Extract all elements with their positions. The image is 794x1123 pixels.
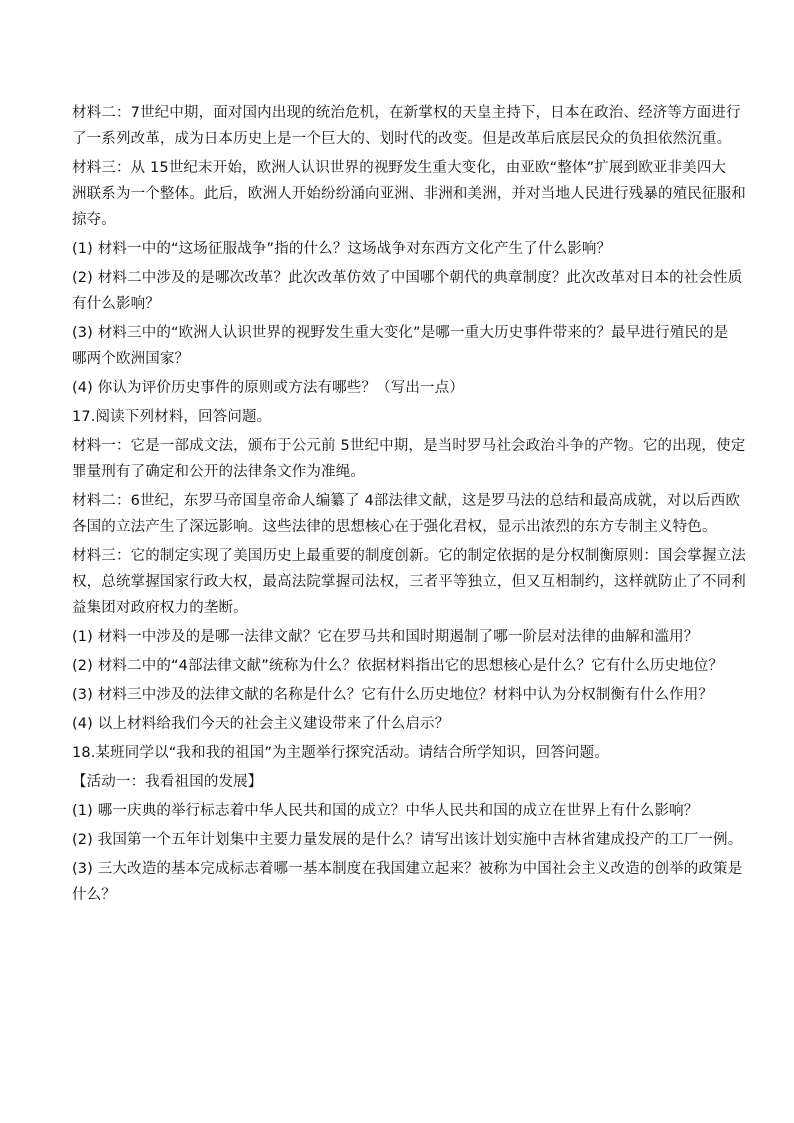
material-paragraph [72,433,746,485]
question-paragraph [72,375,732,401]
text-line: (3) 材料三中涉及的法律文献的名称是什么？它有什么历史地位？材料中认为分权制衡有什么作用？ [72,687,714,703]
material-paragraph [72,155,746,233]
text-line: (3) 三大改造的基本完成标志着哪一基本制度在我国建立起来？被称为中国社会主义改造的创举的政策是 [72,861,743,877]
material-paragraph [72,488,741,540]
text-line: 什么？ [72,887,116,903]
text-line: 权，总统掌握国家行政大权，最高法院掌握司法权，三者平等独立，但又互相制约，这样就防止了不同利 [72,574,746,590]
text-line: 罪量刑有了确定和公开的法律条文作为准绳。 [72,464,365,480]
question-paragraph [72,682,732,708]
question-paragraph [72,827,743,853]
text-line: 材料二：6世纪，东罗马帝国皇帝命人编纂了 4部法律文献，这是罗马法的总结和最高成就，对以后西欧 [72,493,741,509]
question-paragraph [72,653,732,679]
text-line: 材料一：它是一部成文法，颁布于公元前 5世纪中期，是当时罗马社会政治斗争的产物。它的出现，使定 [72,438,746,454]
heading-paragraph [72,404,732,430]
text-line: (4) 你认为评价历史事件的原则或方法有哪些？（写出一点） [72,380,464,396]
text-line: (2) 我国第一个五年计划集中主要力量发展的是什么？请写出该计划实施中吉林省建成投产的工厂一例。 [72,832,743,848]
question-paragraph [72,265,743,317]
heading-paragraph [72,740,732,766]
text-line: 益集团对政府权力的垄断。 [72,600,248,616]
material-paragraph [72,100,741,152]
text-line: 掠夺。 [72,212,116,228]
question-paragraph [72,624,732,650]
question-paragraph [72,711,732,737]
text-line: (1) 材料一中涉及的是哪一法律文献？它在罗马共和国时期遏制了哪一阶层对法律的曲解和滥用？ [72,629,699,645]
material-paragraph [72,543,746,621]
question-paragraph [72,236,732,262]
question-paragraph [72,856,743,908]
document-body [72,100,746,908]
text-line: 材料二：7世纪中期，面对国内出现的统治危机，在新掌权的天皇主持下，日本在政治、经济等方面进行 [72,105,741,121]
text-line: (4) 以上材料给我们今天的社会主义建设带来了什么启示？ [72,716,450,732]
text-line: (1) 哪一庆典的举行标志着中华人民共和国的成立？中华人民共和国的成立在世界上有什么影响？ [72,803,699,819]
text-line: 17.阅读下列材料，回答问题。 [72,409,272,425]
text-line: (1) 材料一中的“这场征服战争”指的什么？这场战争对东西方文化产生了什么影响？ [72,241,612,257]
text-line: (2) 材料二中涉及的是哪次改革？此次改革仿效了中国哪个朝代的典章制度？此次改革对日本的社会性质 [72,270,743,286]
text-line: 洲联系为一个整体。此后，欧洲人开始纷纷涌向亚洲、非洲和美洲，并对当地人民进行残暴的殖民征服和 [72,186,746,202]
text-line: (3) 材料三中的“欧洲人认识世界的视野发生重大变化”是哪一重大历史事件带来的？最早进行殖民的是 [72,325,729,341]
text-line: (2) 材料二中的“4部法律文献”统称为什么？依据材料指出它的思想核心是什么？它有什么历史地位？ [72,658,724,674]
text-line: 【活动一：我看祖国的发展】 [72,774,263,790]
question-paragraph [72,798,732,824]
text-line: 哪两个欧洲国家？ [72,351,190,367]
question-paragraph [72,320,732,372]
text-line: 材料三：从 15世纪末开始，欧洲人认识世界的视野发生重大变化，由亚欧“整体”扩展到欧亚非美四大 [72,160,727,176]
heading-paragraph [72,769,732,795]
text-line: 材料三：它的制定实现了美国历史上最重要的制度创新。它的制定依据的是分权制衡原则：国会掌握立法 [72,548,746,564]
text-line: 了一系列改革，成为日本历史上是一个巨大的、划时代的改变。但是改革后底层民众的负担依然沉重。 [72,131,732,147]
text-line: 18.某班同学以“我和我的祖国”为主题举行探究活动。请结合所学知识，回答问题。 [72,745,609,761]
text-line: 各国的立法产生了深远影响。这些法律的思想核心在于强化君权，显示出浓烈的东方专制主义特色。 [72,519,717,535]
text-line: 有什么影响？ [72,296,160,312]
